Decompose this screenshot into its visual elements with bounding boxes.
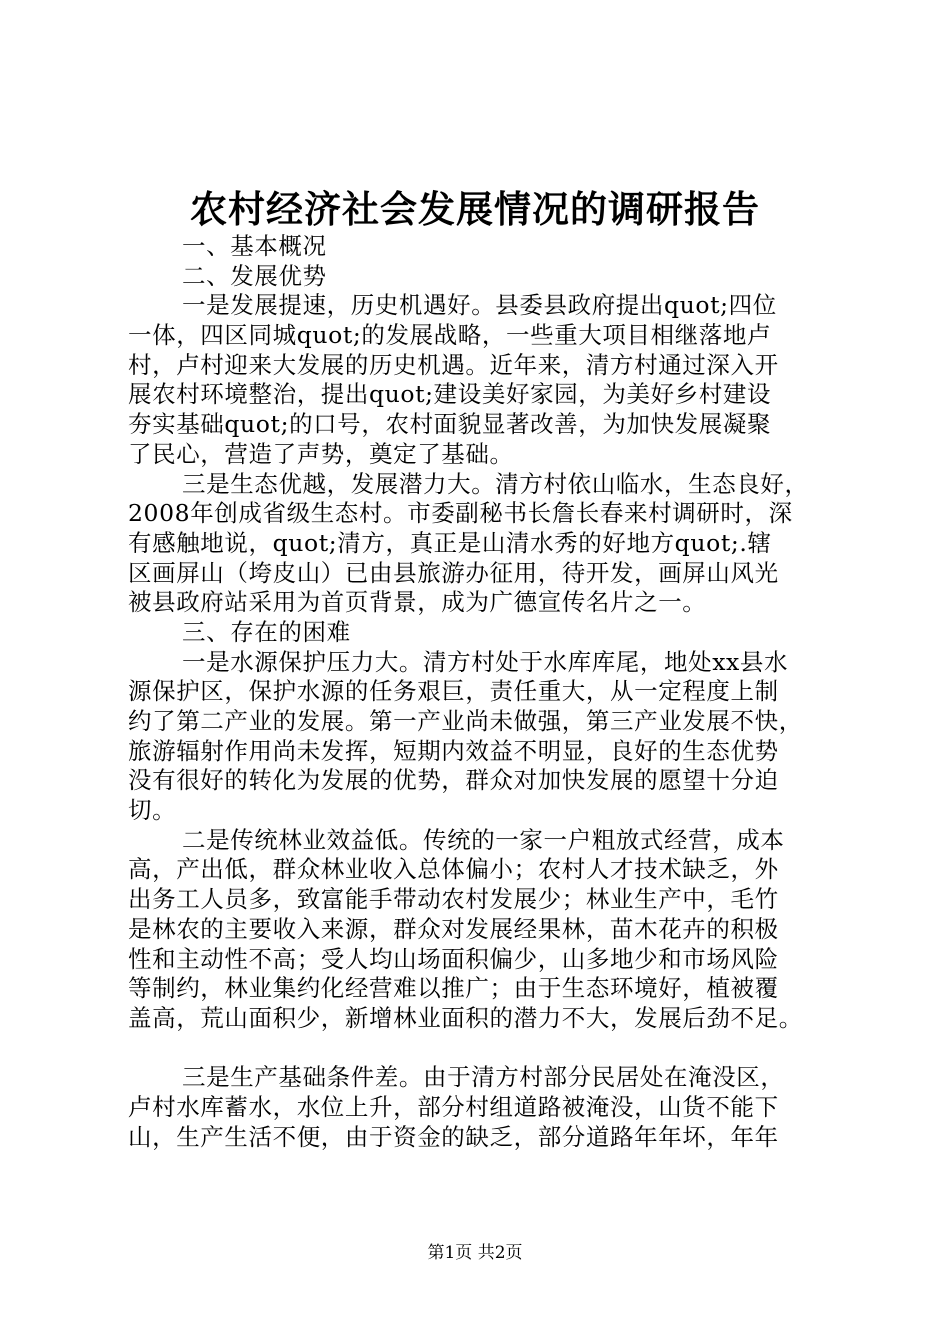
paragraph-line: 没有很好的转化为发展的优势，群众对加快发展的愿望十分迫 bbox=[128, 766, 779, 795]
paragraph-line: 展农村环境整治，提出quot;建设美好家园，为美好乡村建设 bbox=[128, 380, 772, 409]
section-heading-basic-overview: 一、基本概况 bbox=[182, 232, 327, 260]
paragraph-line: 切。 bbox=[128, 796, 177, 825]
page-footer: 第1页 共2页 bbox=[427, 1243, 523, 1263]
document-body bbox=[128, 232, 834, 1152]
paragraph-line: 村，卢村迎来大发展的历史机遇。近年来，清方村通过深入开 bbox=[128, 350, 779, 379]
paragraph-line: 有感触地说，quot;清方，真正是山清水秀的好地方quot;.辖 bbox=[128, 528, 772, 557]
paragraph-line: 源保护区，保护水源的任务艰巨，责任重大，从一定程度上制 bbox=[128, 677, 779, 706]
paragraph-line: 三是生产基础条件差。由于清方村部分民居处在淹没区， bbox=[182, 1063, 785, 1092]
section-heading-difficulties: 三、存在的困难 bbox=[182, 617, 351, 646]
paragraph-line: 2008年创成省级生态村。市委副秘书长詹长春来村调研时，深 bbox=[128, 499, 793, 528]
paragraph-line: 等制约，林业集约化经营难以推广；由于生态环境好，植被覆 bbox=[128, 974, 779, 1003]
paragraph-line: 盖高，荒山面积少，新增林业面积的潜力不大，发展后劲不足。 bbox=[128, 1003, 803, 1032]
paragraph-line: 一体，四区同城quot;的发展战略，一些重大项目相继落地卢 bbox=[128, 321, 772, 350]
paragraph-line: 二是传统林业效益低。传统的一家一户粗放式经营，成本 bbox=[182, 825, 785, 854]
paragraph-line: 性和主动性不高；受人均山场面积偏少，山多地少和市场风险 bbox=[128, 944, 779, 973]
paragraph-line: 卢村水库蓄水，水位上升，部分村组道路被淹没，山货不能下 bbox=[128, 1092, 779, 1121]
paragraph-line: 一是水源保护压力大。清方村处于水库库尾，地处xx县水 bbox=[182, 647, 789, 676]
paragraph-line: 夯实基础quot;的口号，农村面貌显著改善，为加快发展凝聚 bbox=[128, 410, 772, 439]
paragraph-line: 出务工人员多，致富能手带动农村发展少；林业生产中，毛竹 bbox=[128, 885, 779, 914]
paragraph-line: 三是生态优越，发展潜力大。清方村依山临水，生态良好， bbox=[182, 469, 809, 498]
paragraph-line: 了民心，营造了声势，奠定了基础。 bbox=[128, 439, 514, 468]
section-heading-development-advantages: 二、发展优势 bbox=[182, 261, 327, 290]
paragraph-line: 山，生产生活不便，由于资金的缺乏，部分道路年年坏，年年 bbox=[128, 1122, 779, 1151]
paragraph-line: 区画屏山（垮皮山）已由县旅游办征用，待开发，画屏山风光 bbox=[128, 558, 779, 587]
paragraph-gap bbox=[128, 1034, 834, 1064]
paragraph-line: 旅游辐射作用尚未发挥，短期内效益不明显，良好的生态优势 bbox=[128, 736, 779, 765]
document-title: 农村经济社会发展情况的调研报告 bbox=[190, 187, 760, 231]
paragraph-line: 是林农的主要收入来源，群众对发展经果林，苗木花卉的积极 bbox=[128, 914, 779, 943]
paragraph-line: 高，产出低，群众林业收入总体偏小；农村人才技术缺乏，外 bbox=[128, 855, 779, 884]
paragraph-line: 一是发展提速，历史机遇好。县委县政府提出quot;四位 bbox=[182, 291, 777, 320]
paragraph-line: 被县政府站采用为首页背景，成为广德宣传名片之一。 bbox=[128, 588, 707, 617]
paragraph-line: 约了第二产业的发展。第一产业尚未做强，第三产业发展不快， bbox=[128, 707, 803, 735]
